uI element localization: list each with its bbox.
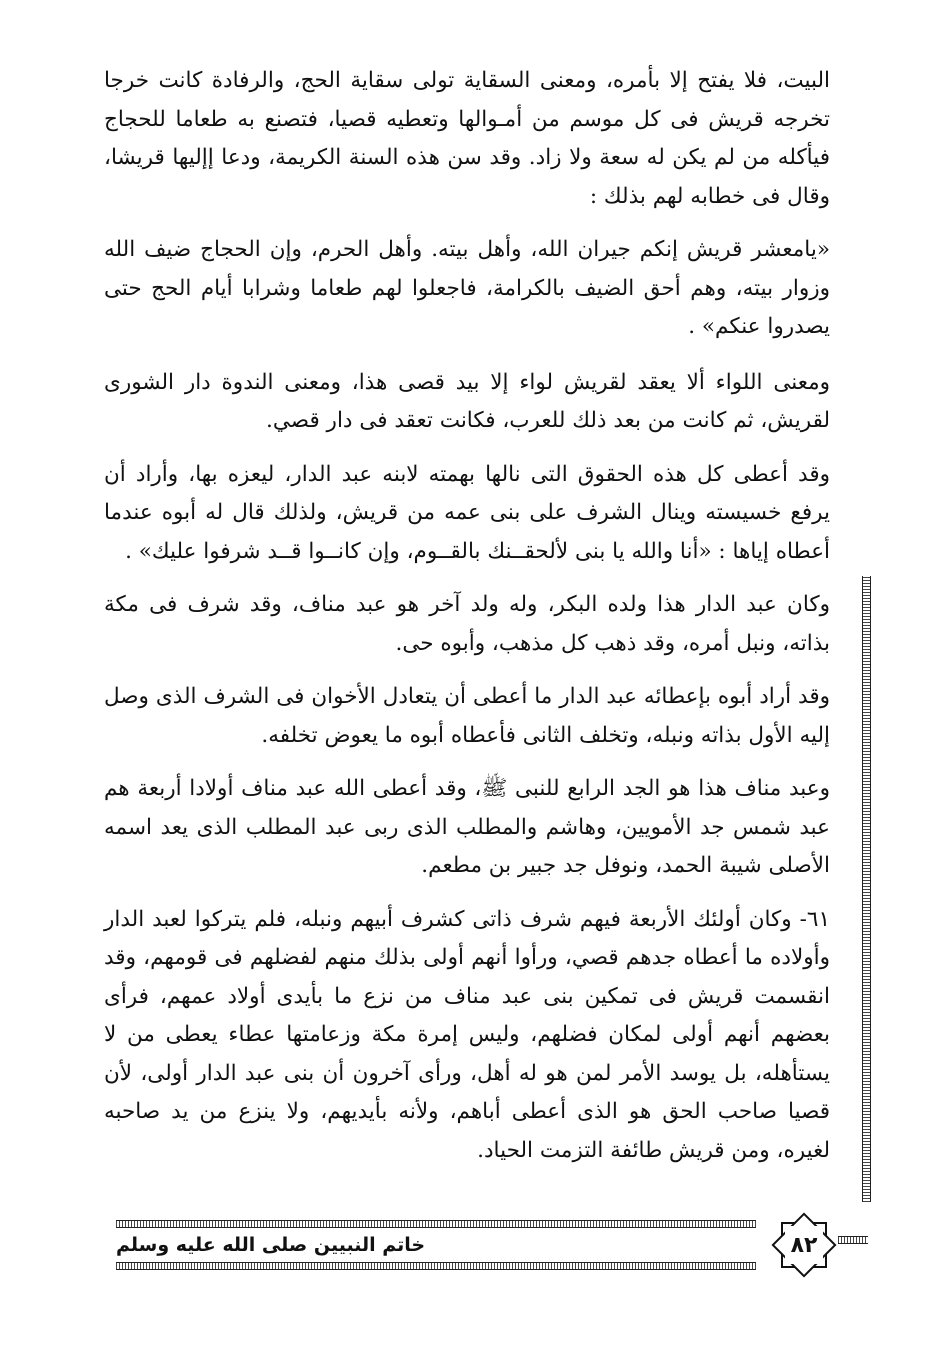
running-footer-title: خاتم النبيين صلى الله عليه وسلم <box>116 1234 426 1256</box>
paragraph: وقد أعطى كل هذه الحقوق التى نالها بهمته لابنه عبد الدار، ليعزه بها، وأراد أن يرفع خسيسته وينال الشرف على بنى عمه من قريش، ولذلك قال له أبوه عندما أعطاه إياها : «أنا والله يا بنى لألحقــنك بالقــوم، وإن كانــوا قــد شرفوا عليك» . <box>104 461 830 564</box>
footer-rule-bottom <box>116 1262 756 1270</box>
footer-rule-right <box>838 1236 868 1244</box>
paragraph: ٦١- وكان أولئك الأربعة فيهم شرف ذاتى كشرف أبيهم ونبله، فلم يتركوا لعبد الدار وأولاده ما أعطاه جدهم قصي، ورأوا أنهم أولى بذلك منهم لفضلهم فى قومهم، وقد انقسمت قريش فى تمكين بنى عبد مناف من نزع ما بأيدى أولاد عمهم، فرأى بعضهم أنهم أولى لمكان فضلهم، وليس إمرة مكة وزعامتها عطاء يعطى من لا يستأهله، بل يوسد الأمر لمن هو له أهل، ورأى آخرون أن بنى عبد الدار أولى، لأن قصيا صاحب الحق هو الذى أعطى أباهم، ولأنه بأيديهم، ولا ينزع من يد صاحبه لغيره، ومن قريش طائفة التزمت الحياد. <box>104 906 830 1163</box>
paragraph: ومعنى اللواء ألا يعقد لقريش لواء إلا بيد قصى هذا، ومعنى الندوة دار الشورى لقريش، ثم كانت من بعد ذلك للعرب، فكانت تعقد فى دار قصي. <box>104 369 830 433</box>
page-number: ٨٢ <box>790 1232 818 1258</box>
footer-rule-top <box>116 1220 756 1228</box>
page-number-badge <box>768 1209 840 1281</box>
paragraph: وعبد مناف هذا هو الجد الرابع للنبى ﷺ، وقد أعطى الله عبد مناف أولادا أربعة هم عبد شمس جد الأمويين، وهاشم والمطلب الذى ربى عبد المطلب الذى يعد اسمه الأصلى شيبة الحمد، ونوفل جد جبير بن مطعم. <box>104 776 830 878</box>
body-text <box>104 62 830 1185</box>
paragraph: وكان عبد الدار هذا ولده البكر، وله ولد آخر هو عبد مناف، وقد شرف فى مكة بذاته، ونبل أمره، وقد ذهب كل مذهب، وأبوه حى. <box>104 592 830 656</box>
paragraph: البيت، فلا يفتح إلا بأمره، ومعنى السقاية تولى سقاية الحج، والرفادة كانت خرجا تخرجه قريش فى كل موسم من أمـوالها وتعطيه قصيا، فتصنع به طعاما للحجاج فيأكله من لم يكن له سعة ولا زاد. وقد سن هذه السنة الكريمة، ودعا إإليها قريشا، وقال فى خطابه لهم بذلك : <box>104 68 830 209</box>
paragraph: وقد أراد أبوه بإعطائه عبد الدار ما أعطى أن يتعادل الأخوان فى الشرف الذى وصل إليه الأول بذاته ونبله، وتخلف الثانى فأعطاه أبوه ما يعوض تخلفه. <box>104 684 830 748</box>
side-decorative-rule <box>862 576 871 1202</box>
quote-paragraph: «يامعشر قريش إنكم جيران الله، وأهل بيته. وأهل الحرم، وإن الحجاج ضيف الله وزوار بيته، وهم أحق الضيف بالكرامة، فاجعلوا لهم طعاما وشرابا أيام الحج حتى يصدروا عنكم» . <box>104 237 830 339</box>
